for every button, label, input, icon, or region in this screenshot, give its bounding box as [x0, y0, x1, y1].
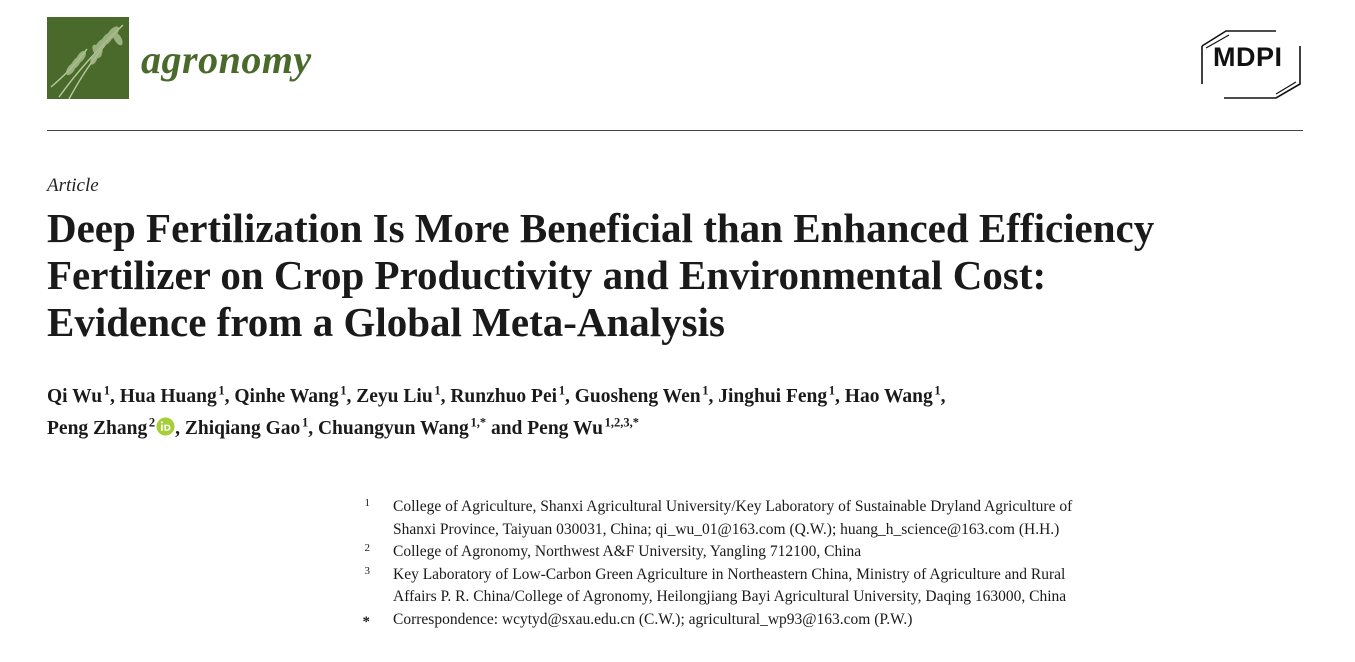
affiliation-marker: 1,* — [470, 415, 487, 430]
author-name[interactable]: Peng Zhang — [47, 418, 148, 439]
correspondence-text[interactable]: Correspondence: wcytyd@sxau.edu.cn (C.W.); agricultural_wp93@163.com (P.W.) — [393, 610, 913, 628]
title-line: Fertilizer on Crop Productivity and Environmental Cost: — [47, 252, 1047, 298]
author-name[interactable]: Hao Wang — [844, 386, 933, 407]
article-type: Article — [47, 175, 99, 196]
author-name[interactable]: Chuangyun Wang — [317, 418, 469, 439]
author-list — [47, 381, 1327, 445]
title-line: Evidence from a Global Meta-Analysis — [47, 299, 725, 345]
author-name[interactable]: Runzhuo Pei — [450, 386, 558, 407]
author-name[interactable]: Qi Wu — [47, 386, 103, 407]
journal-header — [0, 0, 1355, 130]
affiliation-marker: 1 — [702, 383, 709, 398]
affiliation-marker: 1 — [301, 415, 309, 430]
publisher-logo-text: MDPI — [1213, 42, 1283, 72]
journal-name: agronomy — [141, 37, 312, 82]
affiliation-text: Shanxi Province, Taiyuan 030031, China; qi_wu_01@163.com (Q.W.); huang_h_science@163.com (H.H.) — [393, 520, 1060, 538]
author-name[interactable]: Zeyu Liu — [356, 386, 433, 407]
author-separator: , — [708, 386, 719, 407]
author-separator: , — [835, 386, 845, 407]
affiliation-marker: 1 — [103, 383, 110, 398]
author-separator: , — [940, 386, 946, 407]
author-separator: , — [346, 386, 357, 407]
author-line — [47, 413, 1327, 445]
correspondence-item — [358, 609, 1318, 632]
affiliation-marker: 1 — [434, 383, 441, 398]
author-separator: , — [564, 386, 575, 407]
author-name[interactable]: Jinghui Feng — [718, 386, 828, 407]
author-name[interactable]: Peng Wu — [527, 418, 603, 439]
wheat-icon — [47, 17, 129, 99]
author-separator: and — [486, 418, 528, 439]
author-line — [47, 381, 1327, 413]
author-separator: , — [175, 418, 185, 439]
orcid-icon[interactable] — [156, 417, 175, 436]
affiliation-marker: 1 — [340, 383, 347, 398]
affiliation-number: 1 — [364, 497, 370, 509]
author-name[interactable]: Guosheng Wen — [574, 386, 701, 407]
affiliation-item — [358, 564, 1318, 609]
affiliation-list — [358, 496, 1318, 631]
author-separator: , — [308, 418, 318, 439]
affiliation-marker: 1 — [218, 383, 225, 398]
affiliation-text: College of Agronomy, Northwest A&F University, Yangling 712100, China — [393, 543, 862, 560]
author-separator: , — [110, 386, 120, 407]
affiliation-text: Affairs P. R. China/College of Agronomy, Heilongjiang Bayi Agricultural University, Daqing 163000, China — [393, 588, 1067, 605]
header-divider — [47, 130, 1303, 131]
affiliation-number: 3 — [364, 564, 370, 577]
affiliation-text: College of Agriculture, Shanxi Agricultural University/Key Laboratory of Sustainable Dryland Agriculture of — [393, 498, 1073, 515]
correspondence-marker: * — [362, 613, 370, 630]
affiliation-marker: 2 — [148, 415, 156, 430]
affiliation-marker: 1 — [558, 383, 565, 398]
author-separator: , — [224, 386, 235, 407]
author-name[interactable]: Zhiqiang Gao — [184, 418, 301, 439]
affiliation-text: Key Laboratory of Low-Carbon Green Agriculture in Northeastern China, Ministry of Agriculture and Rural — [393, 565, 1066, 583]
author-separator: , — [440, 386, 451, 407]
affiliation-item — [358, 541, 1318, 564]
affiliation-marker: 1,2,3,* — [604, 415, 639, 430]
affiliation-number: 2 — [364, 542, 370, 554]
affiliation-marker: 1 — [934, 383, 941, 398]
title-line: Deep Fertilization Is More Beneficial than Enhanced Efficiency — [47, 205, 1155, 251]
affiliation-marker: 1 — [828, 383, 836, 398]
affiliation-item — [358, 496, 1318, 541]
author-name[interactable]: Qinhe Wang — [234, 386, 339, 407]
article-title — [47, 205, 1327, 346]
author-name[interactable]: Hua Huang — [119, 386, 217, 407]
